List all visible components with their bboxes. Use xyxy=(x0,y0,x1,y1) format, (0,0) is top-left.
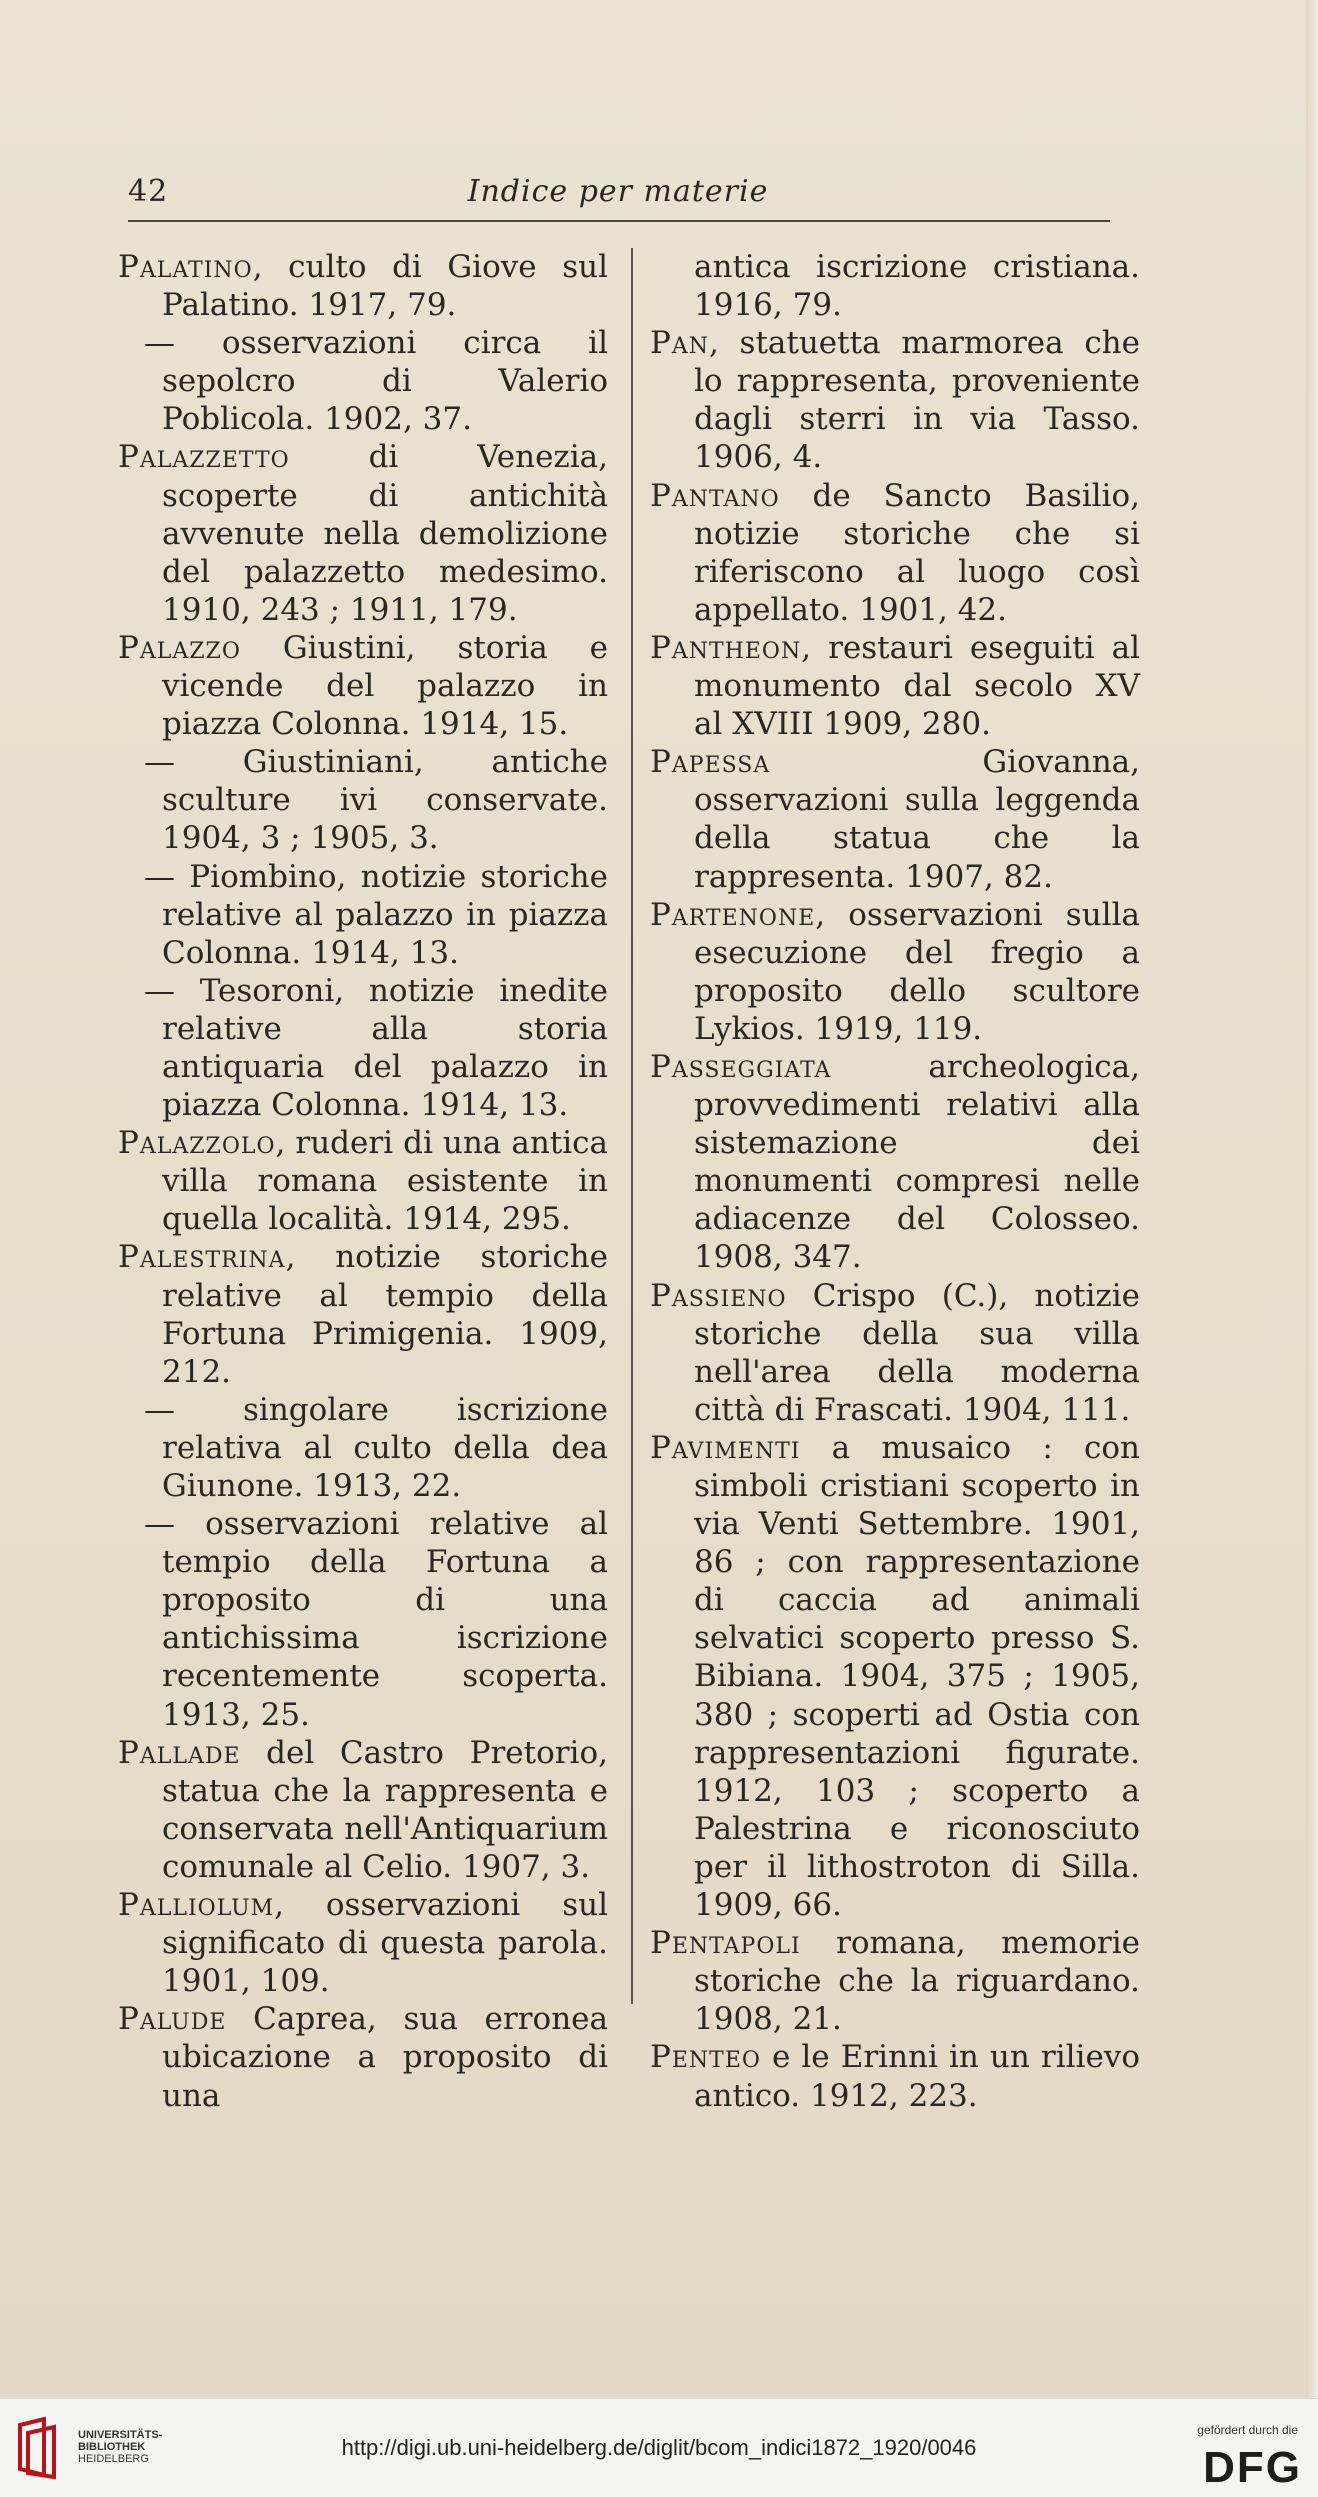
viewer-footer xyxy=(0,2398,1318,2497)
index-entry xyxy=(650,324,1140,476)
index-entry xyxy=(118,1505,608,1734)
entry-text: Giustini, storia e vicende del palazzo in piazza Colonna. 1914, 15. xyxy=(162,629,608,743)
entry-text: archeologica, provvedimenti relativi alla sistemazione dei monumenti compresi nelle adiacenze del Colosseo. 1908, 347. xyxy=(694,1048,1140,1276)
page-number: 42 xyxy=(128,174,169,209)
entry-headword: Palude xyxy=(118,2001,227,2038)
entry-text: — Giustiniani, antiche sculture ivi conservate. 1904, 3 ; 1905, 3. xyxy=(144,744,608,857)
library-name-line3: HEIDELBERG xyxy=(78,2453,149,2465)
entry-headword: Palazzetto xyxy=(118,439,290,476)
index-entry xyxy=(650,1924,1140,2038)
index-entry xyxy=(118,1238,608,1390)
dfg-logo: DFG xyxy=(1203,2443,1302,2492)
entry-text: antica iscrizione cristiana. 1916, 79. xyxy=(694,249,1140,324)
index-entry xyxy=(650,743,1140,895)
entry-headword: Partenone xyxy=(650,896,816,933)
entry-text: , restauri eseguiti al monumento dal secolo XV al XVIII 1909, 280. xyxy=(694,629,1140,743)
entry-text: , culto di Giove sul Palatino. 1917, 79. xyxy=(162,249,608,324)
entry-text: , notizie storiche relative al tempio della Fortuna Primigenia. 1909, 212. xyxy=(162,1239,608,1390)
running-title: Indice per materie xyxy=(467,174,769,209)
index-entry xyxy=(118,1391,608,1505)
index-entry xyxy=(650,1048,1140,1277)
entry-headword: Pantano xyxy=(650,477,780,514)
page-header xyxy=(128,174,1108,214)
entry-headword: Pallade xyxy=(118,1734,241,1771)
entry-text: — osservazioni circa il sepolcro di Valerio Poblicola. 1902, 37. xyxy=(144,325,608,438)
entry-text: , statuetta marmorea che lo rappresenta, proveniente dagli sterri in via Tasso. 1906, 4. xyxy=(694,325,1140,476)
entry-text: del Castro Pretorio, statua che la rappresenta e conservata nell'Antiquarium comunale al Celio. 1907, 3. xyxy=(162,1734,608,1885)
index-entry xyxy=(118,1734,608,1886)
entry-headword: Passieno xyxy=(650,1277,787,1314)
index-entry xyxy=(118,324,608,438)
index-entry xyxy=(118,438,608,628)
index-entry xyxy=(118,629,608,743)
index-entry xyxy=(118,2000,608,2114)
header-rule xyxy=(128,220,1110,222)
index-entry xyxy=(650,2038,1140,2114)
entry-text: a musaico : con simboli cristiani scoperto in via Venti Settembre. 1901, 86 ; con rappresentazione di caccia ad animali selvatici scoperto presso S. Bibiana. 1904, 375 ; 1905, 380 ; scoperti ad Ostia con rappresentazioni figurate. 1912, 103 ; scoperto a Palestrina e riconosciuto per il lithostroton di Silla. 1909, 66. xyxy=(694,1429,1140,1924)
index-entry xyxy=(650,248,1140,324)
entry-headword: Pan xyxy=(650,325,709,362)
entry-text: Crispo (C.), notizie storiche della sua villa nell'area della moderna città di Frascati. 1904, 111. xyxy=(694,1277,1140,1428)
index-entry xyxy=(650,1429,1140,1924)
entry-text: Caprea, sua erronea ubicazione a proposito di una xyxy=(162,2001,608,2114)
index-entry xyxy=(650,629,1140,743)
entry-text: , ruderi di una antica villa romana esistente in quella località. 1914, 295. xyxy=(162,1125,608,1238)
index-entry xyxy=(650,1277,1140,1429)
entry-text: di Venezia, scoperte di antichità avvenute nella demolizione del palazzetto medesimo. 1910, 243 ; 1911, 179. xyxy=(162,439,608,628)
entry-headword: Palazzolo xyxy=(118,1125,276,1162)
entry-headword: Palazzo xyxy=(118,629,241,666)
entry-text: de Sancto Basilio, notizie storiche che si riferiscono al luogo così appellato. 1901, 42. xyxy=(694,477,1140,628)
entry-headword: Pantheon xyxy=(650,629,802,666)
entry-text: e le Erinni in un rilievo antico. 1912, 223. xyxy=(694,2039,1140,2114)
index-entry xyxy=(118,1124,608,1238)
entry-text: — osservazioni relative al tempio della Fortuna a proposito di una antichissima iscrizione recentemente scoperta. 1913, 25. xyxy=(144,1506,608,1733)
index-entry xyxy=(118,1886,608,2000)
entry-text: , osservazioni sulla esecuzione del fregio a proposito dello scultore Lykios. 1919, 119. xyxy=(694,896,1140,1047)
entry-headword: Palliolum xyxy=(118,1887,275,1924)
library-name-line2: BIBLIOTHEK xyxy=(78,2441,146,2453)
page-edge xyxy=(1306,0,1318,2398)
index-entry xyxy=(650,477,1140,629)
entry-headword: Papessa xyxy=(650,744,771,781)
entry-text: Giovanna, osservazioni sulla leggenda della statua che la rappresenta. 1907, 82. xyxy=(694,744,1140,895)
entry-text: — Piombino, notizie storiche relative al palazzo in piazza Colonna. 1914, 13. xyxy=(144,858,608,971)
index-column-left xyxy=(118,248,608,2115)
entry-text: — singolare iscrizione relativa al culto della dea Giunone. 1913, 22. xyxy=(144,1391,608,1504)
library-name-line1: UNIVERSITÄTS- xyxy=(78,2429,163,2441)
entry-headword: Passeggiata xyxy=(650,1048,832,1085)
permalink-url[interactable]: http://digi.ub.uni-heidelberg.de/diglit/bcom_indici1872_1920/0046 xyxy=(341,2435,977,2460)
funding-note: gefördert durch die xyxy=(1197,2423,1298,2437)
index-entry xyxy=(650,896,1140,1048)
entry-headword: Pentapoli xyxy=(650,1925,801,1962)
index-entry xyxy=(118,248,608,324)
index-entry xyxy=(118,743,608,857)
entry-text: , osservazioni sul significato di questa parola. 1901, 109. xyxy=(162,1887,608,2000)
entry-headword: Palatino xyxy=(118,249,253,285)
index-entry xyxy=(118,972,608,1124)
entry-text: — Tesoroni, notizie inedite relative alla storia antiquaria del palazzo in piazza Colonna. 1914, 13. xyxy=(144,972,608,1124)
entry-headword: Penteo xyxy=(650,2039,761,2076)
index-column-right xyxy=(650,248,1140,2115)
entry-headword: Pavimenti xyxy=(650,1429,801,1466)
column-divider xyxy=(631,248,633,2004)
entry-headword: Palestrina xyxy=(118,1239,286,1276)
index-entry xyxy=(118,858,608,972)
entry-text: romana, memorie storiche che la riguardano. 1908, 21. xyxy=(694,1925,1140,2038)
